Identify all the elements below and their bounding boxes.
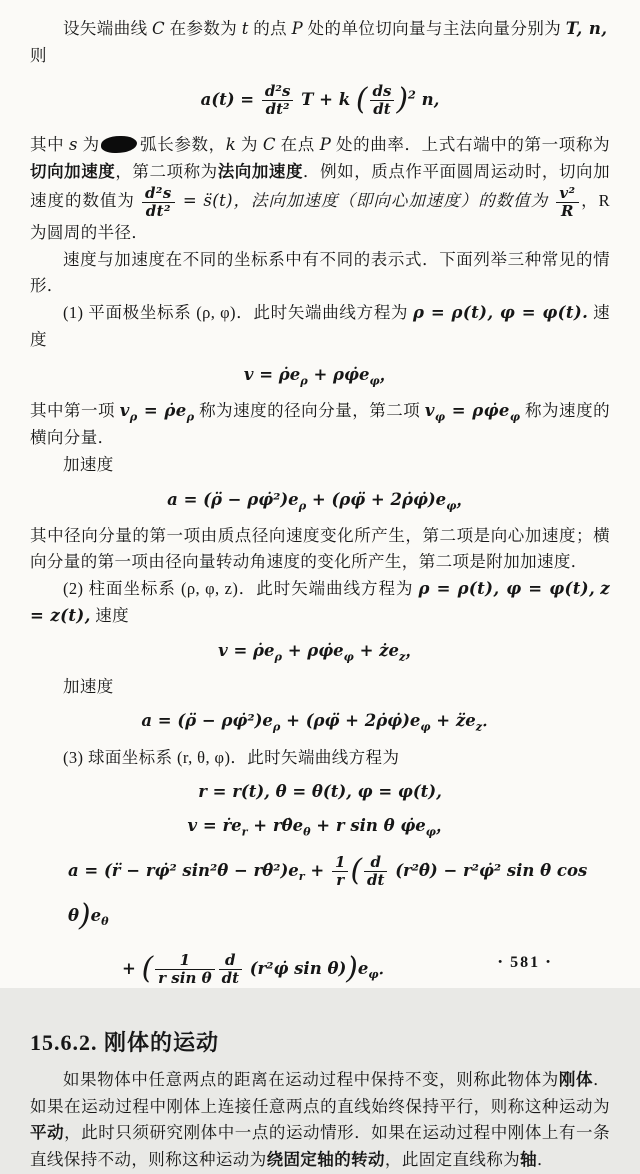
fraction	[370, 83, 395, 118]
inline-fraction	[142, 185, 175, 220]
right-paren: )	[346, 951, 358, 987]
fraction-denominator: dt	[221, 969, 239, 988]
formula-part: a = (ρ̈ − ρφ̇²)e	[167, 489, 299, 509]
text-run: 加速度	[63, 676, 114, 696]
page-number-dot-right: •	[546, 956, 552, 968]
formula-velocity-spherical	[30, 814, 610, 840]
math-var: v	[119, 400, 130, 420]
formula-spherical-equations	[30, 780, 610, 805]
ink-smudge	[101, 136, 137, 153]
formula-part: +	[304, 860, 330, 880]
text-run: ，R 为圆周的半径．	[30, 191, 610, 243]
fraction-denominator: r sin θ	[158, 969, 212, 988]
text-run: ，第二项称为	[115, 161, 218, 181]
right-paren: )	[79, 897, 91, 933]
subscript: ρ	[186, 409, 195, 424]
paragraph-acceleration-components	[30, 523, 610, 576]
text-run: (3) 球面坐标系 (r, θ, φ)．此时矢端曲线方程为	[63, 747, 400, 767]
text-run: (1) 平面极坐标系 (ρ, φ)．此时矢端曲线方程为	[63, 303, 414, 323]
formula-part: (r²θ̇) − r²φ̇² sin θ cos θ	[68, 860, 588, 925]
subscript: θ	[101, 913, 109, 928]
paragraph-cylindrical-coordinates	[30, 576, 610, 629]
paragraph-arc-curvature	[30, 132, 610, 247]
math-var-C: C	[152, 19, 166, 38]
paragraph-polar-coordinates	[30, 300, 610, 353]
text-run: 加速度	[63, 454, 114, 474]
formula-part: + że	[353, 640, 400, 660]
subscript: φ	[425, 824, 436, 839]
subscript: φ	[343, 648, 354, 663]
math-var-P: P	[291, 19, 304, 38]
formula-acceleration-spherical-line1	[30, 849, 610, 938]
formula-end: ，	[456, 489, 473, 509]
text-run: ，此时只须研究刚体中一点的运动情形．如果在运动过程中刚体上有一条直线保持不动，则称这种运动为	[30, 1123, 610, 1169]
paragraph-tangent-normal	[30, 16, 610, 43]
paragraph-acceleration-label	[30, 452, 610, 479]
fraction-numerator: d²s	[142, 185, 175, 203]
formula-part: + (ρφ̈ + 2ρ̇φ̇)e	[306, 489, 447, 509]
math-run: z = z(t),	[30, 579, 610, 625]
exponent: 2	[408, 87, 416, 102]
text-run: 处的单位切向量与主法向量分别为	[303, 19, 566, 38]
formula-lhs: a(t) =	[200, 90, 260, 110]
math-var-t: t	[241, 19, 249, 38]
paragraph-velocity-components	[30, 398, 610, 452]
formula-part: a = (r̈ − rφ̇² sin²θ − rθ̇²)e	[68, 860, 299, 880]
formula-velocity-cylindrical	[30, 639, 610, 665]
text-run: 其中径向分量的第一项由质点径向速度变化所产生，第二项是向心加速度；横向分量的第一项由径向量转动角速度的变化所产生，第二项是附加加速度．	[30, 525, 610, 572]
formula-part: + (ρφ̈ + 2ρ̇φ̇)e	[280, 711, 421, 731]
inline-fraction	[556, 185, 578, 220]
formula-part: +	[122, 959, 142, 979]
fraction-denominator: dt²	[145, 202, 171, 221]
formula-part: + z̈e	[430, 711, 476, 731]
text-run: 速度与加速度在不同的坐标系中有不同的表示式．下面列举三种常见的情形．	[30, 249, 610, 296]
formula-end: ．	[378, 959, 396, 979]
left-paren: (	[350, 853, 363, 889]
subscript: φ	[434, 409, 446, 424]
formula-part: e	[90, 905, 102, 925]
subscript: ρ	[129, 409, 138, 424]
left-paren: (	[141, 951, 154, 987]
right-paren: )	[396, 82, 409, 118]
text-run: 处的曲率．上式右端中的第一项称为	[331, 134, 610, 154]
paragraph-coordinate-systems	[30, 247, 610, 300]
formula-part: v = ρ̇e	[218, 640, 275, 660]
formula-acceleration-polar	[30, 488, 610, 514]
fraction	[219, 952, 242, 987]
fraction-denominator: R	[561, 202, 574, 221]
fraction-denominator: dt	[373, 100, 391, 119]
math-var-s: s	[69, 134, 78, 154]
math-vectors-Tn: T, n,	[565, 19, 608, 38]
text-run: ，此固定直线称为	[384, 1150, 521, 1169]
formula-part: + r sin θ φ̇e	[310, 816, 426, 836]
subscript: z	[475, 719, 483, 734]
subscript: ρ	[298, 497, 307, 512]
subscript: ρ	[272, 719, 281, 734]
formula-part: v = ρ̇e	[243, 364, 301, 384]
formula-end: ，	[405, 640, 422, 660]
fraction-numerator: d²s	[262, 83, 294, 101]
math-run: ρ = ρ(t), φ = φ(t).	[413, 303, 589, 323]
fraction	[332, 854, 348, 889]
text-run: 设矢端曲线	[63, 19, 153, 38]
text-run: 其中第一项	[30, 400, 120, 420]
formula-end: ，	[435, 816, 453, 836]
subscript: ρ	[274, 648, 282, 663]
fraction-numerator: d	[364, 854, 387, 872]
paragraph-rigid-body	[30, 1067, 610, 1174]
formula-part: + rθ̇e	[247, 816, 304, 836]
subscript: z	[399, 648, 406, 663]
page-number	[498, 954, 552, 972]
text-run: 在参数为	[165, 19, 242, 38]
fraction	[155, 952, 214, 987]
paragraph-then	[30, 43, 610, 70]
term-rigid-body: 刚体	[558, 1069, 594, 1089]
subscript: r	[241, 824, 248, 839]
formula-part: v = ṙe	[187, 816, 242, 836]
formula-end: ．	[482, 711, 499, 731]
formula-acceleration-TN	[30, 78, 610, 123]
text-run: ．如果在运动过程中刚体上连接任意两点的直线始终保持平行，则称这种运动为	[30, 1069, 610, 1116]
left-paren: (	[355, 82, 368, 118]
subscript: θ	[303, 824, 311, 839]
page-number-dot-left: •	[498, 956, 505, 968]
formula-part: (r²φ̇ sin θ)	[244, 959, 347, 979]
text-run: 其中	[30, 134, 70, 154]
math-var-k: k	[225, 134, 237, 154]
fraction-denominator: dt²	[265, 100, 290, 119]
term-rotation-about-fixed-axis: 绕固定轴的转动	[266, 1150, 385, 1169]
math-var-C: C	[262, 134, 276, 154]
text-run: 弧长参数，	[139, 134, 226, 154]
text-run: (2) 柱面坐标系 (ρ, φ, z)．此时矢端曲线方程为	[63, 579, 419, 599]
text-run: 在点	[275, 134, 320, 154]
page-number-value: 581	[510, 954, 541, 971]
text-run: 速度	[90, 605, 130, 625]
formula-end: n,	[415, 90, 440, 110]
text-run: 为	[77, 134, 100, 154]
math-var: v	[424, 400, 435, 420]
formula-part: a = (ρ̈ − ρφ̇²)e	[141, 711, 273, 731]
subscript: φ	[446, 497, 457, 512]
text-run: ．例如，质点作平面圆周运动时，切向加速度的数值为	[30, 161, 611, 211]
text-run: 称为速度的径向分量，第二项	[194, 400, 425, 420]
math-run: = ρ̇e	[137, 400, 187, 420]
subscript: φ	[368, 967, 379, 982]
text-run: 称为速度的横向分量．	[30, 400, 610, 448]
formula-part: r = r(t), θ = θ(t), φ = φ(t),	[198, 782, 442, 802]
formula-middle: T + k	[295, 90, 356, 110]
fraction	[262, 83, 294, 118]
text-run: 的点	[248, 19, 292, 38]
paragraph-spherical-coordinates	[30, 745, 610, 772]
math-run: = s̈(t)，法向加速度（即向心加速度）的数值为	[176, 191, 555, 211]
term-normal-acceleration: 法向加速度	[217, 161, 304, 181]
formula-part: e	[357, 959, 369, 979]
term-axis: 轴	[520, 1150, 538, 1169]
text-run: 则	[30, 45, 47, 65]
heading-text: 15.6.2. 刚体的运动	[30, 1029, 220, 1055]
formula-acceleration-cylindrical	[30, 709, 610, 735]
text-run: 速度	[30, 303, 610, 349]
term-tangential-acceleration: 切向加速度	[30, 161, 116, 181]
text-run: ．	[537, 1150, 554, 1169]
text-run: 如果物体中任意两点的距离在运动过程中保持不变，则称此物体为	[63, 1069, 559, 1089]
formula-part: + ρφ̇e	[281, 640, 344, 660]
section-heading-rigid-body	[30, 1026, 610, 1057]
subscript: φ	[420, 719, 431, 734]
fraction-numerator: d	[219, 952, 242, 970]
subscript: r	[298, 869, 305, 884]
subscript: φ	[369, 372, 380, 387]
formula-part: + ρφ̇e	[307, 364, 370, 384]
subscript: ρ	[300, 372, 308, 387]
math-run: ρ = ρ(t), φ = φ(t),	[418, 579, 596, 599]
math-run: = ρφ̇e	[445, 400, 510, 420]
subscript: φ	[509, 409, 521, 424]
fraction-numerator: 1	[332, 854, 348, 872]
text-run: 为	[236, 134, 263, 154]
fraction-numerator: 1	[155, 952, 214, 970]
math-var-P: P	[319, 134, 332, 154]
fraction-numerator: ds	[370, 83, 395, 101]
fraction-numerator: v²	[556, 185, 578, 203]
fraction-denominator: r	[336, 870, 345, 889]
term-translation: 平动	[30, 1123, 65, 1143]
fraction	[364, 854, 387, 889]
fraction-denominator: dt	[367, 870, 385, 889]
paragraph-acceleration-label-2	[30, 674, 610, 701]
formula-end: ，	[379, 364, 397, 384]
formula-velocity-polar	[30, 363, 610, 389]
